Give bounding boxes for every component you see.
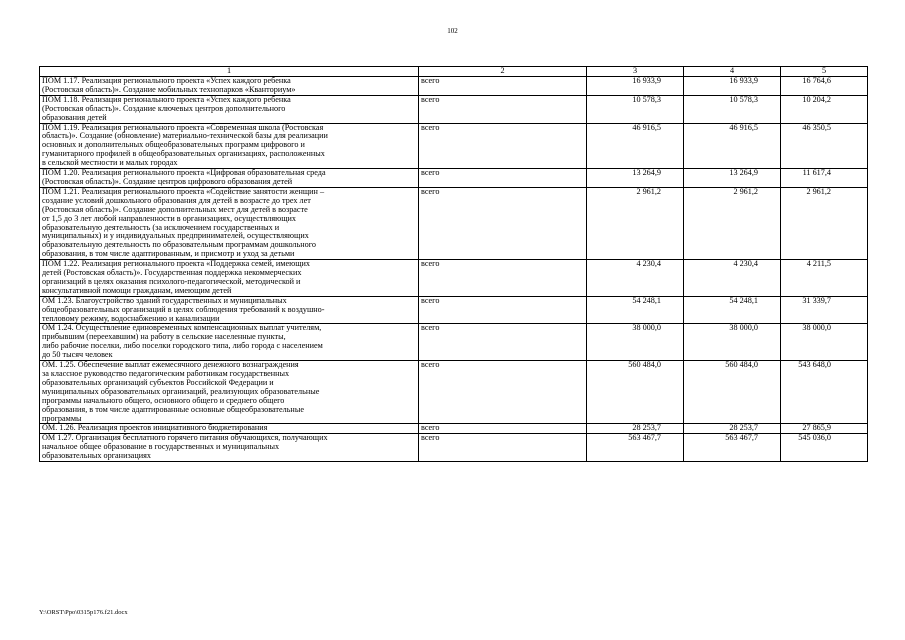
- value-col3-cell: 16 933,9: [587, 77, 684, 96]
- funding-source-cell: всего: [419, 123, 587, 169]
- funding-source-cell: всего: [419, 77, 587, 96]
- value-col4-cell: 560 484,0: [684, 361, 781, 424]
- table-row: [40, 296, 868, 324]
- funding-source-cell: всего: [419, 296, 587, 324]
- value-col5-cell: 545 036,0: [781, 434, 868, 462]
- funding-source-cell: всего: [419, 95, 587, 123]
- table-row: [40, 260, 868, 297]
- value-col4-cell: 38 000,0: [684, 324, 781, 361]
- table-row: [40, 95, 868, 123]
- measure-name-cell: ПОМ 1.21. Реализация регионального проекта «Содействие занятости женщин – создание условий дошкольного образования для детей в возрасте до трех лет (Ростовская область)». Создание дополнительных мест для детей в возрасте от 1,5 до 3 лет любой направленности в организациях, осуществляющих образовательную деятельность (за исключением государственных и муниципальных) и у индивидуальных предпринимателей, осуществляющих образовательную деятельность по образовательным программам дошкольного образования, в том числе адаптированным, и присмотр и уход за детьми: [40, 187, 419, 259]
- funding-source-cell: всего: [419, 169, 587, 188]
- measure-name-cell: ОМ 1.24. Осуществление единовременных компенсационных выплат учителям, прибывшим (переехавшим) на работу в сельские населенные пункты, либо рабочие поселки, либо поселки городского типа, либо города с населением до 50 тысяч человек: [40, 324, 419, 361]
- header-cell-3: 3: [587, 67, 684, 77]
- measure-name-cell: ПОМ 1.20. Реализация регионального проекта «Цифровая образовательная среда (Ростовская область)». Создание центров цифрового образования детей: [40, 169, 419, 188]
- value-col3-cell: 2 961,2: [587, 187, 684, 259]
- value-col5-cell: 27 865,9: [781, 424, 868, 434]
- value-col4-cell: 13 264,9: [684, 169, 781, 188]
- value-col3-cell: 560 484,0: [587, 361, 684, 424]
- value-col4-cell: 4 230,4: [684, 260, 781, 297]
- table-row: [40, 169, 868, 188]
- footer-file-path: Y:\ORST\Ppo\0315p176.f21.docx: [39, 609, 128, 616]
- value-col4-cell: 28 253,7: [684, 424, 781, 434]
- page-number: 102: [447, 27, 458, 35]
- table-row: [40, 361, 868, 424]
- measure-name-cell: ПОМ 1.19. Реализация регионального проекта «Современная школа (Ростовская область)». Создание (обновление) материально-технической базы для реализации основных и дополнительных общеобразовательных программ цифрового и гуманитарного профилей в общеобразовательных организациях, расположенных в сельской местности и малых городах: [40, 123, 419, 169]
- value-col3-cell: 563 467,7: [587, 434, 684, 462]
- value-col4-cell: 16 933,9: [684, 77, 781, 96]
- value-col4-cell: 563 467,7: [684, 434, 781, 462]
- value-col5-cell: 16 764,6: [781, 77, 868, 96]
- value-col5-cell: 46 350,5: [781, 123, 868, 169]
- value-col3-cell: 54 248,1: [587, 296, 684, 324]
- value-col5-cell: 543 648,0: [781, 361, 868, 424]
- value-col3-cell: 13 264,9: [587, 169, 684, 188]
- value-col5-cell: 38 000,0: [781, 324, 868, 361]
- funding-source-cell: всего: [419, 324, 587, 361]
- value-col5-cell: 11 617,4: [781, 169, 868, 188]
- table-row: [40, 77, 868, 96]
- value-col5-cell: 2 961,2: [781, 187, 868, 259]
- measure-name-cell: ПОМ 1.22. Реализация регионального проекта «Поддержка семей, имеющих детей (Ростовская область)». Государственная поддержка некоммерческих организаций в целях оказания психолого-педагогической, методической и консультативной помощи гражданам, имеющим детей: [40, 260, 419, 297]
- measure-name-cell: ОМ 1.23. Благоустройство зданий государственных и муниципальных общеобразовательных организаций в целях соблюдения требований к воздушно- тепловому режиму, водоснабжению и канализации: [40, 296, 419, 324]
- funding-source-cell: всего: [419, 434, 587, 462]
- value-col3-cell: 4 230,4: [587, 260, 684, 297]
- value-col4-cell: 2 961,2: [684, 187, 781, 259]
- measure-name-cell: ОМ. 1.26. Реализация проектов инициативного бюджетирования: [40, 424, 419, 434]
- measure-name-cell: ОМ 1.27. Организация бесплатного горячего питания обучающихся, получающих начальное общее образование в государственных и муниципальных образовательных организациях: [40, 434, 419, 462]
- value-col4-cell: 46 916,5: [684, 123, 781, 169]
- measure-name-cell: ПОМ 1.17. Реализация регионального проекта «Успех каждого ребенка (Ростовская область)». Создание мобильных технопарков «Кванториум»: [40, 77, 419, 96]
- header-cell-4: 4: [684, 67, 781, 77]
- measure-name-cell: ПОМ 1.18. Реализация регионального проекта «Успех каждого ребенка (Ростовская область)». Создание ключевых центров дополнительного образования детей: [40, 95, 419, 123]
- table-row: [40, 424, 868, 434]
- value-col5-cell: 31 339,7: [781, 296, 868, 324]
- value-col4-cell: 10 578,3: [684, 95, 781, 123]
- table-row: [40, 434, 868, 462]
- table-row: [40, 187, 868, 259]
- header-cell-5: 5: [781, 67, 868, 77]
- funding-source-cell: всего: [419, 361, 587, 424]
- budget-table: [39, 66, 868, 462]
- value-col3-cell: 46 916,5: [587, 123, 684, 169]
- value-col5-cell: 10 204,2: [781, 95, 868, 123]
- value-col3-cell: 28 253,7: [587, 424, 684, 434]
- value-col5-cell: 4 211,5: [781, 260, 868, 297]
- header-cell-1: 1: [40, 67, 419, 77]
- measure-name-cell: ОМ. 1.25. Обеспечение выплат ежемесячного денежного вознаграждения за классное руководство педагогическим работникам государственных образовательных организаций субъектов Российской Федерации и муниципальных образовательных организаций, реализующих образовательные программы начального общего, основного общего и среднего общего образования, в том числе адаптированные основные общеобразовательные программы: [40, 361, 419, 424]
- value-col3-cell: 10 578,3: [587, 95, 684, 123]
- value-col3-cell: 38 000,0: [587, 324, 684, 361]
- header-cell-2: 2: [419, 67, 587, 77]
- value-col4-cell: 54 248,1: [684, 296, 781, 324]
- table-header-row: [40, 67, 868, 77]
- table-row: [40, 324, 868, 361]
- funding-source-cell: всего: [419, 187, 587, 259]
- funding-source-cell: всего: [419, 424, 587, 434]
- funding-source-cell: всего: [419, 260, 587, 297]
- table-row: [40, 123, 868, 169]
